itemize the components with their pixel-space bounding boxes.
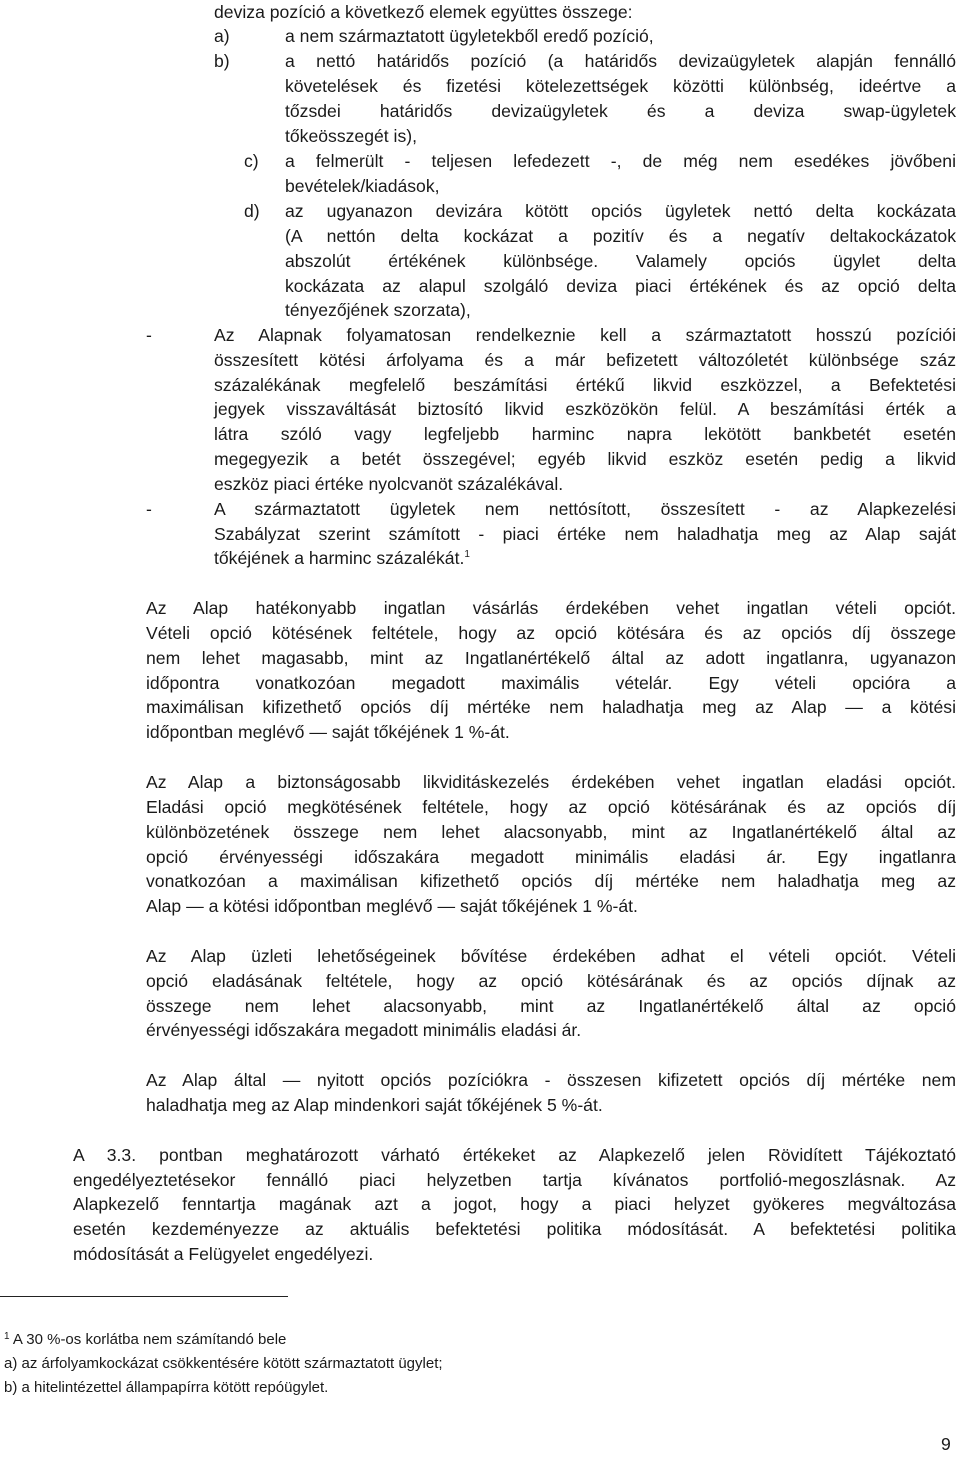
para2-line: Alap — a kötési időpontban meglévő — saját tőkéjének 1 %-át. [146,896,638,916]
para2-line: különbözetének összege nem lehet alacsonyabb, mint az Ingatlanértékelő által az [146,822,956,842]
item-a-marker: a) [214,26,230,46]
para1-line: Vételi opció kötésének feltétele, hogy az opció kötésára és az opciós díj összege [146,623,956,643]
footnote-number: 1 [4,1331,10,1342]
dash1-line: megegyezik a betét összegével; egyéb likvid eszköz esetén pedig a likvid [214,449,956,469]
para1-line: Az Alap hatékonyabb ingatlan vásárlás érdekében vehet ingatlan vételi opciót. [146,598,956,618]
para1-line: időpontra vonatkozóan megadott maximális vételár. Egy vételi opcióra a [146,673,956,693]
para3-line: érvényességi időszakára megadott minimális eladási ár. [146,1020,582,1040]
para3-line: összege nem lehet alacsonyabb, mint az Ingatlanértékelő által az opció [146,996,956,1016]
para5-line: módosítását a Felügyelet engedélyezi. [73,1244,374,1264]
item-b-line: követelések és fizetési kötelezettségek közötti különbség, ideértve a [285,76,956,96]
dash1-line: százalékának megfelelő beszámítási értékű likvid eszközzel, a Befektetési [214,375,956,395]
dash1-line: Az Alapnak folyamatosan rendelkeznie kell a származtatott hosszú pozíciói [214,325,956,345]
para5-line: A 3.3. pontban meghatározott várható értékeket az Alapkezelő jelen Rövidített Tájékoztató [73,1145,956,1165]
para4-line: haladhatja meg az Alap mindenkori saját tőkéjének 5 %-át. [146,1095,603,1115]
dash1-line: jegyek visszaváltását biztosító likvid eszközökön felül. A beszámítási érték a [214,399,956,419]
intro-line: deviza pozíció a következő elemek együttes összege: [214,2,633,22]
dash2-line: Szabályzat szerint számított - piaci értéke nem haladhatja meg az Alap saját [214,524,956,544]
item-c-line: a felmerült - teljesen lefedezett -, de még nem esedékes jövőbeni [285,151,956,171]
item-b-line: tőkeösszegét is), [285,126,418,146]
dash-marker: - [146,499,152,519]
para3-line: Az Alap üzleti lehetőségeinek bővítése érdekében adhat el vételi opciót. Vételi [146,946,956,966]
page-number: 9 [941,1434,951,1454]
item-a-line: a nem származtatott ügyletekből eredő pozíció, [285,26,654,46]
para1-line: időpontban meglévő — saját tőkéjének 1 %-át. [146,722,510,742]
para5-line: esetén kezdeményezze az aktuális befektetési politika módosítását. A befektetési politika [73,1219,956,1239]
dash-marker: - [146,325,152,345]
dash1-line: eszköz piaci értéke nyolcvanöt százalékával. [214,474,564,494]
dash2-last-line [214,546,470,570]
footnote-item: a) az árfolyamkockázat csökkentésére kötött származtatott ügylet; [4,1355,443,1372]
item-d-line: (A nettón delta kockázat a pozitív és a negatív deltakockázatok [285,226,956,246]
dash1-line: látra szóló vagy legfeljebb harminc napra lekötött bankbetét esetén [214,424,956,444]
para5-line: engedélyeztetésekor fennálló piaci helyzetben tartja kívánatos portfolió-megoszlásnak. Az [73,1170,956,1190]
para2-line: Az Alap a biztonságosabb likviditáskezelés érdekében vehet ingatlan eladási opciót. [146,772,956,792]
dash2-line: A származtatott ügyletek nem nettósított, összesített - az Alapkezelési [214,499,956,519]
item-d-line: abszolút értékének különbsége. Valamely opciós ügylet delta [285,251,956,271]
item-d-marker: d) [244,201,260,221]
para1-line: nem lehet magasabb, mint az Ingatlanértékelő által az adott ingatlanra, ugyanazon [146,648,956,668]
footnote-separator [0,1296,288,1297]
para2-line: vonatkozóan a maximálisan kifizethető opciós díj mértéke nem haladhatja meg az [146,871,956,891]
para2-line: Eladási opció megkötésének feltétele, hogy az opció kötésárának és az opciós díj [146,797,956,817]
footnote-item: b) a hitelintézettel állampapírra kötött repóügylet. [4,1379,329,1396]
para2-line: opció érvényességi időszakára megadott minimális eladási ár. Egy ingatlanra [146,847,956,867]
item-d-line: tényezőjének szorzata), [285,300,471,320]
dash1-line: összesített kötési árfolyama és a már befizetett változóletét különbsége száz [214,350,956,370]
item-c-line: bevételek/kiadások, [285,176,440,196]
item-b-line: a nettó határidős pozíció (a határidős devizaügyletek alapján fennálló [285,51,956,71]
item-d-line: kockázata az alapul szolgáló deviza piaci értékének és az opció delta [285,276,956,296]
footnote [4,1328,286,1352]
para1-line: maximálisan kifizethető opciós díj mértéke nem haladhatja meg az Alap — a kötési [146,697,956,717]
item-b-line: tőzsdei határidős devizaügyletek és a deviza swap-ügyletek [285,101,956,121]
para3-line: opció eladásának feltétele, hogy az opció kötésárának és az opciós díjnak az [146,971,956,991]
item-c-marker: c) [244,151,259,171]
para5-line: Alapkezelő fenntartja magának azt a jogot, hogy a piaci helyzet gyökeres megváltozása [73,1194,956,1214]
item-d-line: az ugyanazon devizára kötött opciós ügyletek nettó delta kockázata [285,201,956,221]
item-b-marker: b) [214,51,230,71]
footnote-text: A 30 %-os korlátba nem számítandó bele [12,1331,287,1348]
footnote-reference[interactable]: 1 [464,549,470,560]
para4-line: Az Alap által — nyitott opciós pozíciókra - összesen kifizetett opciós díj mértéke nem [146,1070,956,1090]
dash2-line: tőkéjének a harminc százalékát. [214,548,465,568]
